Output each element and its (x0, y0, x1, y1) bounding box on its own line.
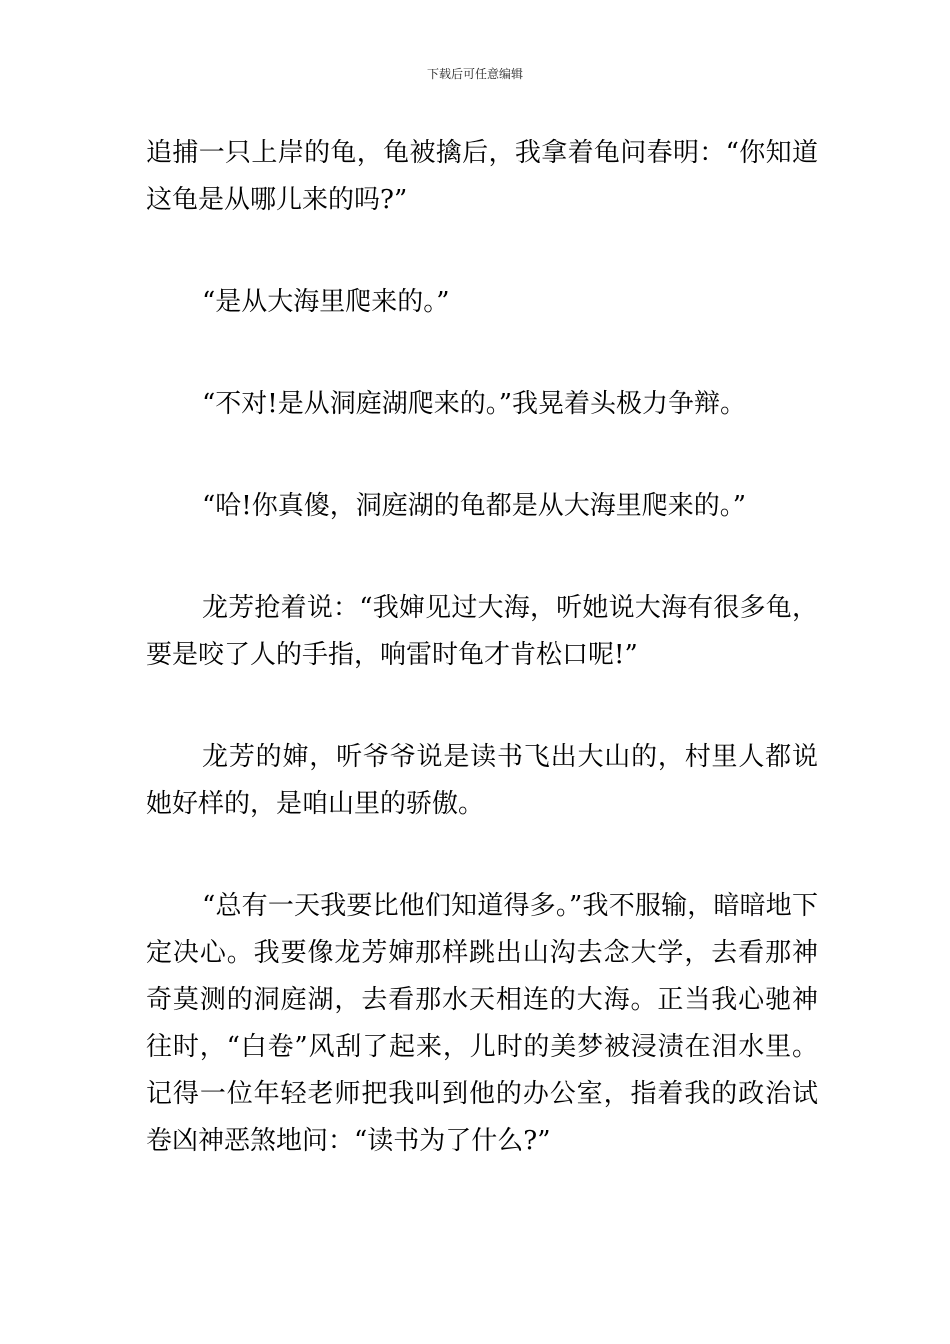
paragraph-2: “是从大海里爬来的。” (202, 287, 450, 317)
paragraph-6: 龙芳的婶，听爷爷说是读书飞出大山的，村里人都说她好样的，是咱山里的骄傲。 (146, 742, 818, 819)
paragraph-4: “哈!你真傻，洞庭湖的龟都是从大海里爬来的。” (202, 491, 747, 521)
paragraph-5: 龙芳抢着说：“我婶见过大海，听她说大海有很多龟，要是咬了人的手指，响雷时龟才肯松口呢!” (146, 593, 818, 670)
body-text (146, 130, 818, 1165)
paragraph-3: “不对!是从洞庭湖爬来的。”我晃着头极力争辩。 (202, 389, 747, 419)
header-note: 下载后可任意编辑 (426, 67, 523, 81)
paragraph-7: “总有一天我要比他们知道得多。”我不服输，暗暗地下定决心。我要像龙芳婶那样跳出山沟去念大学，去看那神奇莫测的洞庭湖，去看那水天相连的大海。正当我心驰神往时，“白卷”风刮了起来，儿时的美梦被浸渍在泪水里。记得一位年轻老师把我叫到他的办公室，指着我的政治试卷凶神恶煞地问：“读书为了什么?” (146, 891, 818, 1156)
paragraph-1: 追捕一只上岸的龟，龟被擒后，我拿着龟问春明：“你知道这龟是从哪儿来的吗?” (146, 138, 818, 215)
